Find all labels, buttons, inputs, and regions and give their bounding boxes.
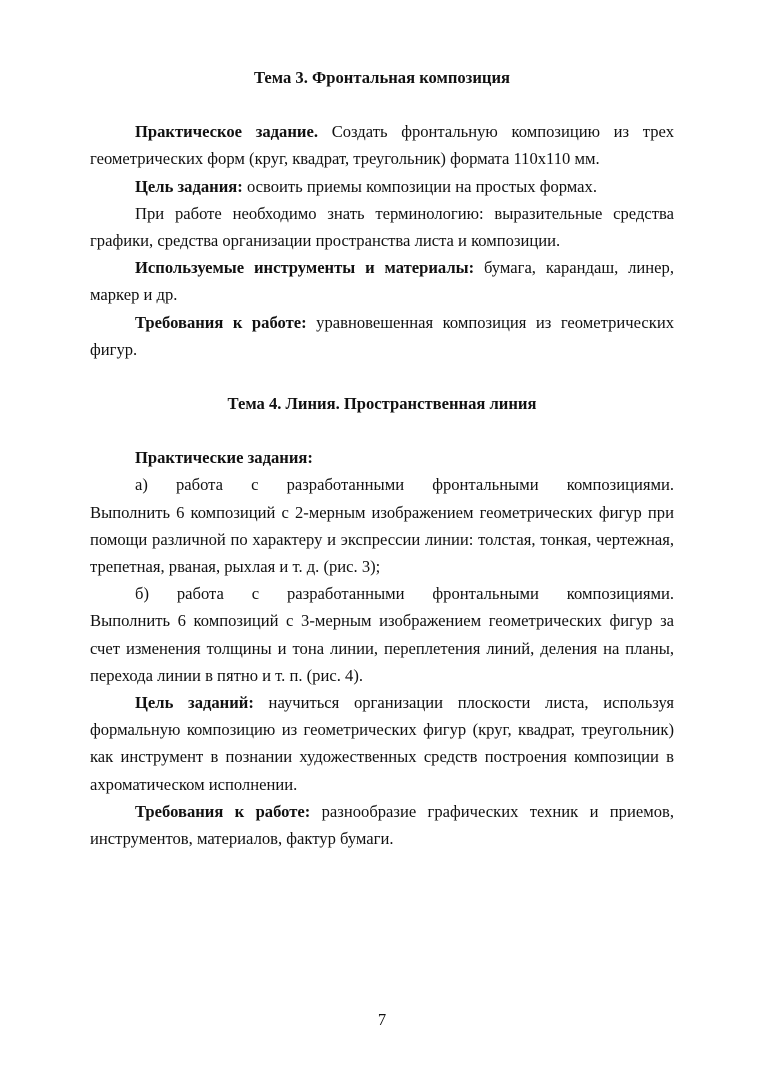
topic3-goal-text: освоить приемы композиции на простых формах. [242, 176, 597, 196]
topic4-tasks-heading [90, 444, 674, 471]
topic4-task-a-first-line: а) работа с разработанными фронтальными композициями. [135, 475, 674, 495]
topic3-practical-text: Создать фронтальную композицию из трех геометрических форм (круг, квадрат, треугольник) формата 110х110 мм. [90, 122, 674, 169]
topic3-goal-label: Цель задания: [135, 176, 243, 196]
topic3-goal-paragraph [90, 173, 674, 200]
topic3-requirements-paragraph [90, 309, 674, 363]
topic4-requirements-label: Требования к работе: [135, 801, 311, 821]
topic4-goal-label: Цель заданий: [135, 693, 254, 713]
topic3-tools-label: Используемые инструменты и материалы: [135, 258, 475, 278]
topic3-tools-text: бумага, карандаш, линер, маркер и др. [90, 258, 674, 305]
topic3-tools-paragraph [90, 254, 674, 308]
page-number: 7 [377, 1010, 387, 1029]
topic3-practical-paragraph [90, 118, 674, 172]
topic3-requirements-label: Требования к работе: [135, 312, 307, 332]
topic4-title: Тема 4. Линия. Пространственная линия [227, 394, 537, 414]
topic3-requirements-text: уравновешенная композиция из геометрических фигур. [90, 312, 674, 359]
topic4-task-b-first-line: б) работа с разработанными фронтальными композициями. [135, 584, 674, 604]
topic4-requirements-paragraph [90, 798, 674, 852]
topic4-goal-paragraph [90, 689, 674, 798]
topic4-task-a-rest: Выполнить 6 композиций с 2-мерным изображением геометрических фигур при помощи различной по характеру и экспрессии линии: толстая, тонкая, чертежная, трепетная, рваная, рыхлая и т. д. (рис. 3); [90, 502, 674, 577]
topic3-terminology-paragraph: При работе необходимо знать терминологию: выразительные средства графики, средства организации пространства листа и композиции. [90, 203, 674, 251]
topic4-goal-text: научиться организации плоскости листа, используя формальную композицию из геометрических фигур (круг, квадрат, треугольник) как инструмент в познании художественных средств построения композиции в ахроматическом исполнении. [90, 693, 674, 794]
page-content [90, 64, 674, 852]
topic3-title: Тема 3. Фронтальная композиция [253, 68, 511, 87]
topic4-tasks-label: Практические задания: [135, 448, 313, 468]
topic4-requirements-text: разнообразие графических техник и приемов, инструментов, материалов, фактур бумаги. [90, 801, 674, 849]
topic4-task-b-rest: Выполнить 6 композиций с 3-мерным изображением геометрических фигур за счет изменения толщины и тона линии, переплетения линий, деления на планы, перехода линии в пятно и т. п. (рис. 4). [90, 611, 674, 685]
topic3-practical-label: Практическое задание. [135, 122, 318, 142]
